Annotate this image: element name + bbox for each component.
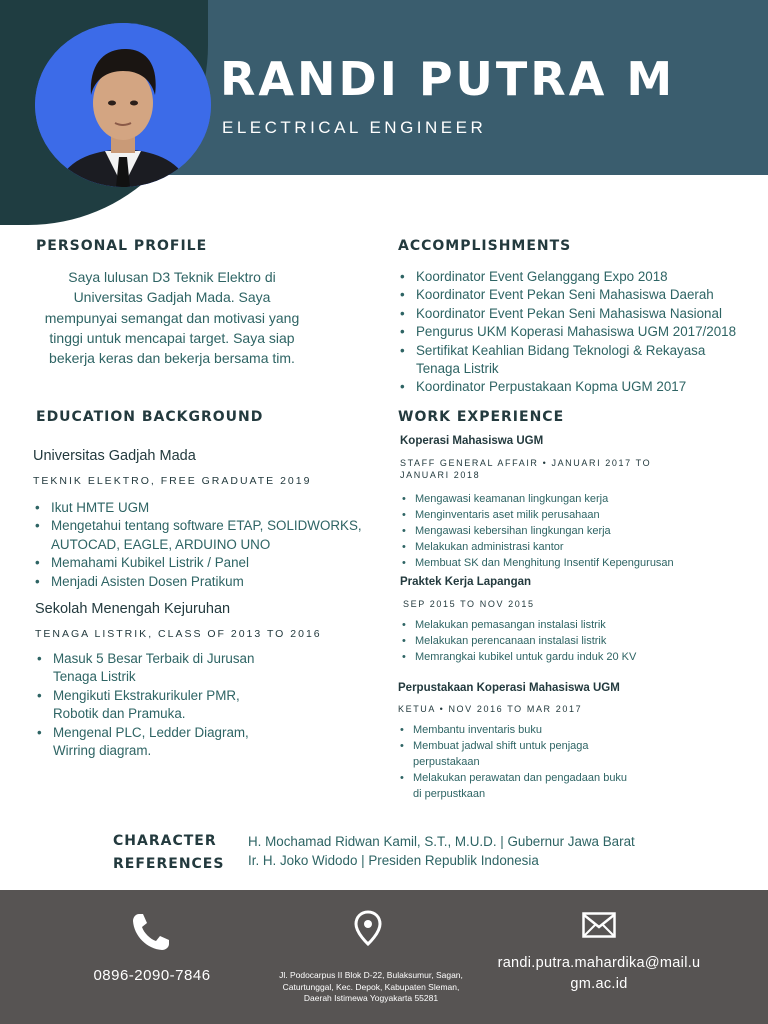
list-item: • Koordinator Event Pekan Seni Mahasiswa Daerah [398,286,738,304]
school-detail: TENAGA LISTRIK, CLASS OF 2013 TO 2016 [35,628,322,640]
list-item: • Koordinator Event Gelanggang Expo 2018 [398,268,738,286]
list-item: • Sertifikat Keahlian Bidang Teknologi & Rekayasa Tenaga Listrik [398,342,738,379]
job-detail: KETUA • NOV 2016 TO MAR 2017 [398,704,583,714]
school-achievements-list [33,499,378,591]
job-title: Praktek Kerja Lapangan [400,576,532,588]
list-item: • Memrangkai kubikel untuk gardu induk 20 KV [401,649,641,665]
school-name: Sekolah Menengah Kejuruhan [35,601,231,617]
list-item: • Koordinator Perpustakaan Kopma UGM 2017 [398,378,738,396]
job-duties-list [401,491,741,571]
list-item: • Memahami Kubikel Listrik / Panel [33,554,378,572]
reference-item: H. Mochamad Ridwan Kamil, S.T., M.U.D. | Gubernur Jawa Barat [248,834,635,849]
list-item: • Koordinator Event Pekan Seni Mahasiswa Nasional [398,305,738,323]
candidate-name: RANDI PUTRA M [220,52,676,106]
list-item: • Mengawasi kebersihan lingkungan kerja [401,523,741,539]
candidate-role: ELECTRICAL ENGINEER [222,118,487,137]
list-item: • Membantu inventaris buku [399,722,631,738]
phone-icon [131,912,171,952]
list-item: • Mengetahui tentang software ETAP, SOLIDWORKS, AUTOCAD, EAGLE, ARDUINO UNO [33,517,378,554]
job-duties-list [399,722,631,802]
email-link[interactable]: randi.putra.mahardika@mail.ugm.ac.id [497,955,701,992]
list-item: • Mengawasi keamanan lingkungan kerja [401,491,741,507]
education-heading: EDUCATION BACKGROUND [36,409,264,425]
contact-footer [0,890,768,1024]
list-item: • Melakukan perencanaan instalasi listrik [401,633,641,649]
job-title: Perpustakaan Koperasi Mahasiswa UGM [398,682,620,694]
list-item: • Pengurus UKM Koperasi Mahasiswa UGM 2017/2018 [398,323,738,341]
list-item: • Mengikuti Ekstrakurikuler PMR, Robotik dan Pramuka. [35,687,275,724]
profile-heading: PERSONAL PROFILE [36,238,208,254]
list-item: • Melakukan perawatan dan pengadaan buku di perpustkaan [399,770,631,802]
list-item: • Membuat jadwal shift untuk penjaga perpustakaan [399,738,631,770]
job-detail: STAFF GENERAL AFFAIR • JANUARI 2017 TO JANUARI 2018 [400,458,652,480]
school-name: Universitas Gadjah Mada [33,448,196,464]
list-item: • Masuk 5 Besar Terbaik di Jurusan Tenaga Listrik [35,650,275,687]
accomplishments-heading: ACCOMPLISHMENTS [398,238,572,254]
job-duties-list [401,617,641,665]
list-item: • Menginventaris aset milik perusahaan [401,507,741,523]
profile-photo [35,23,211,187]
job-title: Koperasi Mahasiswa UGM [400,435,544,447]
reference-item: Ir. H. Joko Widodo | Presiden Republik Indonesia [248,852,539,868]
school-detail: TEKNIK ELEKTRO, FREE GRADUATE 2019 [33,475,312,487]
work-heading: WORK EXPERIENCE [398,409,565,425]
list-item: • Menjadi Asisten Dosen Pratikum [33,573,378,591]
references-list [248,833,635,870]
person-portrait-icon [35,23,211,187]
references-heading-line: CHARACTER [113,833,217,849]
job-detail: SEP 2015 TO NOV 2015 [403,599,535,609]
list-item: • Melakukan administrasi kantor [401,539,741,555]
phone-number[interactable]: 0896-2090-7846 [93,967,211,984]
list-item: • Membuat SK dan Menghitung Insentif Kepengurusan [401,555,741,571]
accomplishments-list [398,268,738,397]
school-achievements-list [35,650,275,760]
profile-text: Saya lulusan D3 Teknik Elektro di Universitas Gadjah Mada. Saya mempunyai semangat dan motivasi yang tinggi untuk mencapai target. Saya siap bekerja keras dan bekerja bersama tim. [44,269,300,367]
list-item: • Ikut HMTE UGM [33,499,378,517]
references-heading-line: REFERENCES [113,856,225,872]
location-pin-icon [354,910,382,946]
envelope-icon [582,912,616,938]
list-item: • Mengenal PLC, Ledder Diagram, Wirring diagram. [35,724,275,761]
address-text: Jl. Podocarpus II Blok D-22, Bulaksumur, Sagan, Caturtunggal, Kec. Depok, Kabupaten Sleman, Daerah Istimewa Yogyakarta 55281 [279,970,463,1003]
references-heading [113,830,224,876]
list-item: • Melakukan pemasangan instalasi listrik [401,617,641,633]
